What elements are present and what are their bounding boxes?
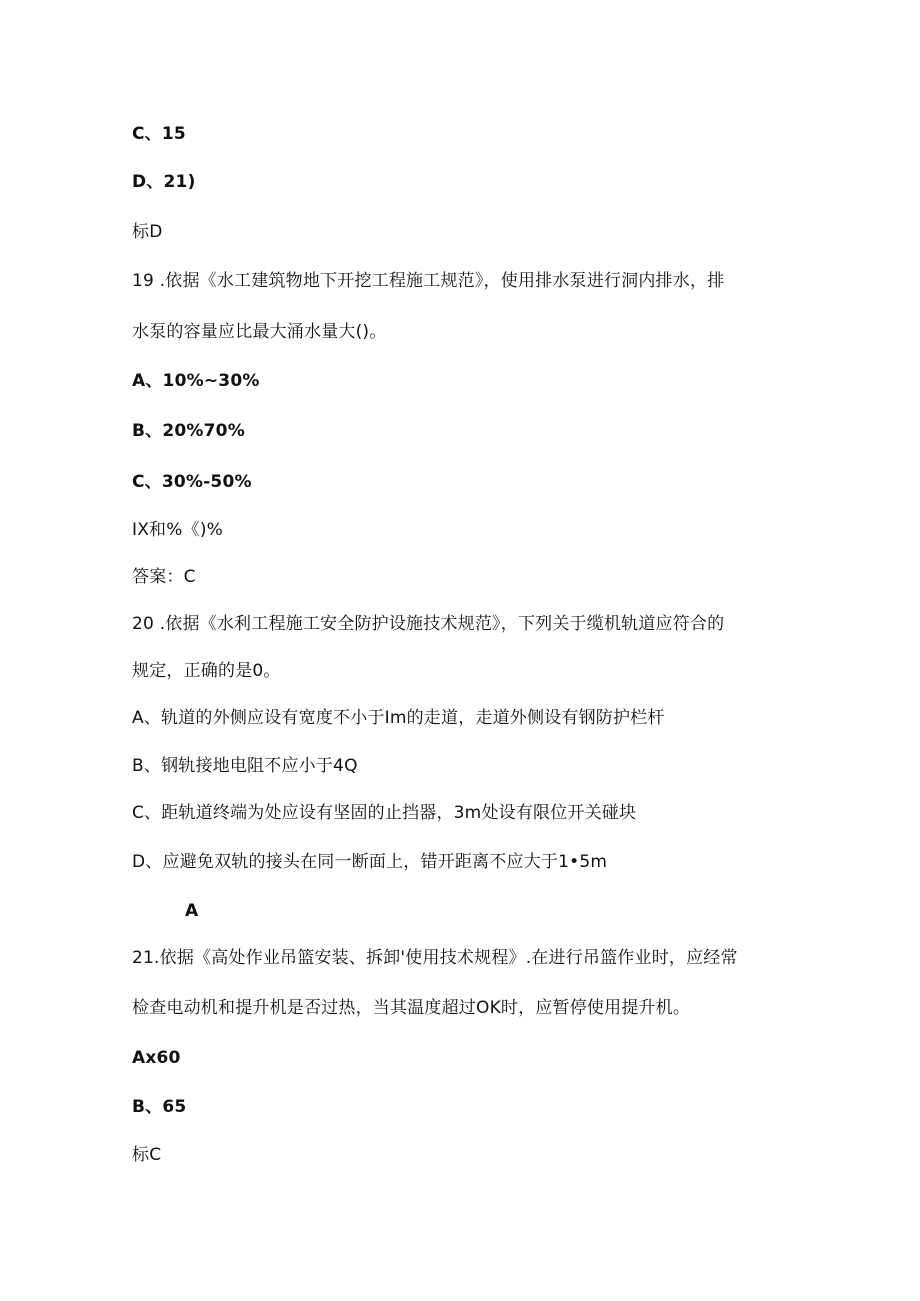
- option-c-q19: C、30%-50%: [132, 472, 252, 492]
- option-a-q19: A、10%~30%: [132, 371, 260, 391]
- option-d-q18: D、21): [132, 172, 196, 192]
- question-21-line-2: 检查电动机和提升机是否过热，当其温度超过OK时，应暂停使用提升机。: [132, 998, 691, 1018]
- question-19-line-2: 水泵的容量应比最大涌水量大()。: [132, 322, 387, 342]
- question-20-line-1: 20 .依据《水利工程施工安全防护设施技术规范》，下列关于缆机轨道应符合的: [132, 614, 725, 634]
- option-d-q20: D、应避免双轨的接头在同一断面上，错开距离不应大于1•5m: [132, 852, 608, 872]
- option-c-q18: C、15: [132, 124, 186, 144]
- answer-q18: 标D: [132, 222, 163, 242]
- question-21-line-1: 21.依据《高处作业吊篮安装、拆卸'使用技术规程》.在进行吊篮作业时，应经常: [132, 948, 738, 968]
- answer-q21: 标C: [132, 1145, 162, 1165]
- question-19-line-1: 19 .依据《水工建筑物地下开挖工程施工规范》，使用排水泵进行洞内排水，排: [132, 271, 725, 291]
- option-c-q20: C、距轨道终端为处应设有坚固的止挡器，3m处设有限位开关碰块: [132, 803, 637, 823]
- answer-q20: A: [185, 901, 199, 921]
- option-b-q19: B、20%70%: [132, 421, 245, 441]
- option-b-q21: B、65: [132, 1097, 187, 1117]
- answer-q19: 答案：C: [132, 567, 196, 587]
- option-b-q20: B、钢轨接地电阻不应小于4Q: [132, 756, 358, 776]
- option-d-q19: IX和%《)%: [132, 520, 223, 540]
- option-a-q21: Ax60: [132, 1048, 181, 1068]
- question-20-line-2: 规定，正确的是0。: [132, 661, 281, 681]
- option-a-q20: A、轨道的外侧应设有宽度不小于Im的走道，走道外侧设有钢防护栏杆: [132, 708, 665, 728]
